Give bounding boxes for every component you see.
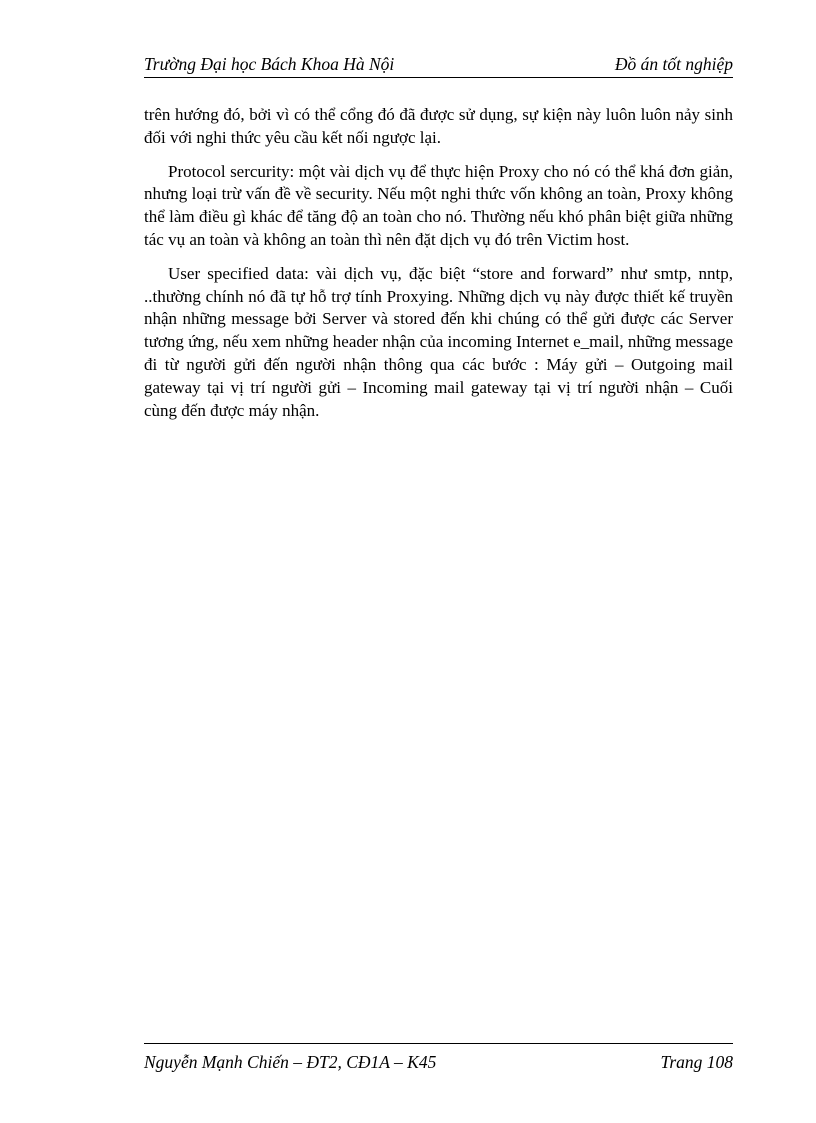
page-header [144, 50, 733, 78]
paragraph-protocol-security: Protocol sercurity: một vài dịch vụ để thực hiện Proxy cho nó có thể khá đơn giản, nhưng loại trừ vấn đề về security. Nếu một nghi thức vốn không an toàn, Proxy không thể làm điều gì khác để tăng độ an toàn cho nó. Thường nếu khó phân biệt giữa những tác vụ an toàn và không an toàn thì nên đặt dịch vụ đó trên Victim host. [144, 161, 733, 249]
footer-author: Nguyễn Mạnh Chiến – ĐT2, CĐ1A – K45 [144, 1052, 437, 1072]
page-body [144, 104, 733, 433]
page-footer [144, 1043, 733, 1073]
footer-page-number: Trang 108 [660, 1052, 733, 1072]
paragraph-user-specified-data: User specified data: vài dịch vụ, đặc biệt “store and forward” như smtp, nntp, ..thường chính nó đã tự hỗ trợ tính Proxying. Những dịch vụ này được thiết kế truyền nhận những message bởi Server và stored đến khi chúng có thể gửi được các Server tương ứng, nếu xem những header nhận của incoming Internet e_mail, những message đi từ người gửi đến người nhận thông qua các bước : Máy gửi – Outgoing mail gateway tại vị trí người gửi – Incoming mail gateway tại vị trí người nhận – Cuối cùng đến được máy nhận. [144, 263, 733, 420]
header-institution: Trường Đại học Bách Khoa Hà Nội [144, 54, 395, 74]
paragraph-continuation: trên hướng đó, bởi vì có thể cổng đó đã được sử dụng, sự kiện này luôn luôn nảy sinh đối với nghi thức yêu cầu kết nối ngược lại. [144, 105, 733, 147]
header-document-type: Đồ án tốt nghiệp [614, 54, 733, 74]
